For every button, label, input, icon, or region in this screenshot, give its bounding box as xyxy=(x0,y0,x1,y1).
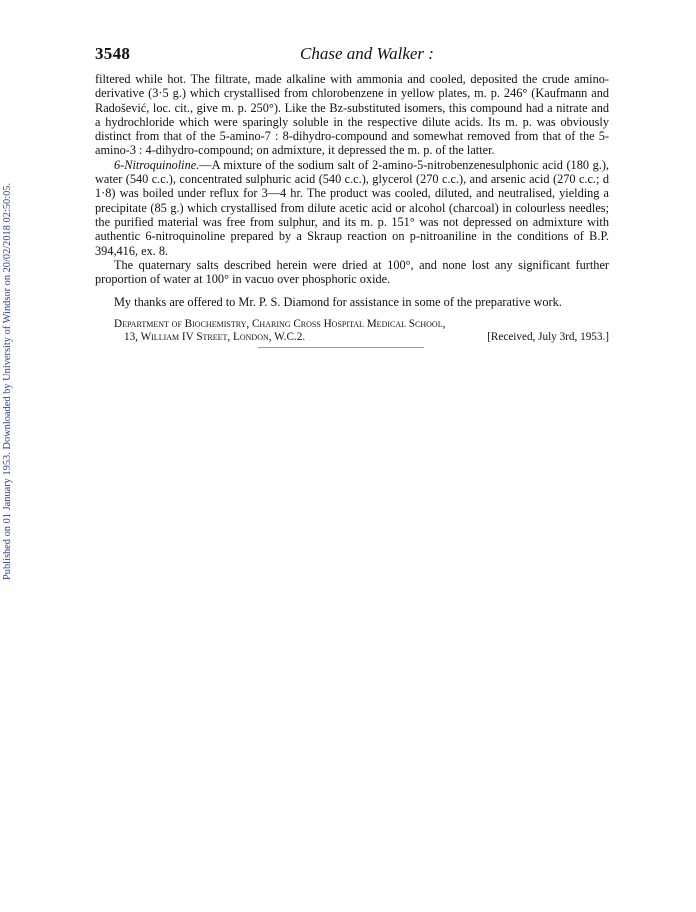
download-watermark-text: Published on 01 January 1953. Downloaded by University of Windsor on 20/02/2018 02:50:05. xyxy=(2,182,13,580)
section-heading-nitroquinoline: 6-Nitroquinoline. xyxy=(114,157,200,172)
received-date: [Received, July 3rd, 1953.] xyxy=(487,330,609,343)
download-watermark xyxy=(2,150,16,580)
paragraph-quaternary-salts: The quaternary salts described herein were dried at 100°, and none lost any significant further proportion of water at 100° in vacuo over phosphoric oxide. xyxy=(95,257,609,287)
paragraph-continuation: filtered while hot. The filtrate, made alkaline with ammonia and cooled, deposited the crude amino-derivative (3·5 g.) which crystallised from chlorobenzene in yellow plates, m. p. 246° (Kaufmann and Radošević, loc. cit., give m. p. 250°). Like the Bz-substituted isomers, this compound had a nitrate and a hydrochloride which were sparingly soluble in the respective dilute acids. Its m. p. was obviously distinct from that of the 5-amino-7 : 8-dihydro-compound and somewhat removed from that of the 5-amino-3 : 4-dihydro-compound; on admixture, it depressed the m. p. of the latter. xyxy=(95,72,609,158)
end-rule xyxy=(258,347,424,348)
paragraph-acknowledgement: My thanks are offered to Mr. P. S. Diamond for assistance in some of the preparative work. xyxy=(114,295,562,310)
paragraph-nitroquinoline-text: —A mixture of the sodium salt of 2-amino-5-nitrobenzenesulphonic acid (180 g.), water (540 c.c.), concentrated sulphuric acid (540 c.c.), glycerol (270 c.c.), and arsenic acid (270 c.c.; d 1·8) was boiled under reflux for 3—4 hr. The product was cooled, diluted, and neutralised, yielding a precipitate (85 g.) which crystallised from dilute acetic acid or alcohol (charcoal) in colourless needles; the purified material was free from sulphur, and its m. p. 151° was not depressed on admixture with authentic 6-nitroquinoline prepared by a Skraup reaction on p-nitroaniline in the conditions of B.P. 394,416, ex. 8. xyxy=(95,157,609,258)
affiliation-line-1: Department of Biochemistry, Charing Cross Hospital Medical School, xyxy=(114,317,446,330)
affiliation-line-2-row xyxy=(114,331,609,344)
article-body xyxy=(95,72,609,344)
paragraph-nitroquinoline xyxy=(95,158,609,258)
affiliation-block xyxy=(95,318,609,344)
running-title: Chase and Walker : xyxy=(300,44,434,63)
page-header xyxy=(95,44,609,68)
page-number: 3548 xyxy=(95,44,131,63)
affiliation-line-2: 13, William IV Street, London, W.C.2. xyxy=(124,330,306,343)
